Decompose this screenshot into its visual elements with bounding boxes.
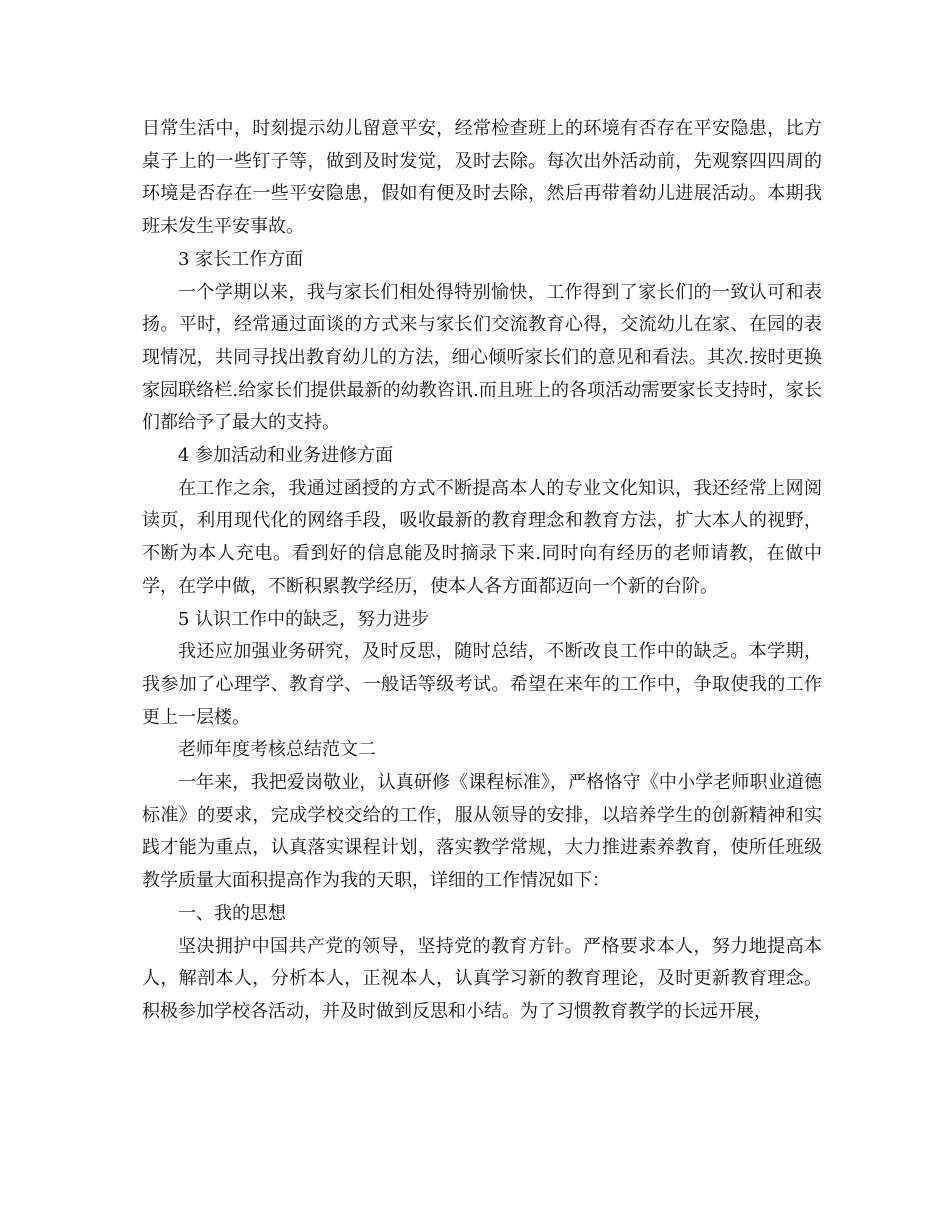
paragraph-sample-two-intro: 一年来，我把爱岗敬业，认真研修《课程标准》，严格恪守《中小学老师职业道德标准》的要求，完成学校交给的工作，服从领导的安排，以培养学生的创新精神和实践才能为重点，认真落实课程计划，落实教学常规，大力推进素养教育，使所任班级教学质量大面积提高作为我的天职，详细的工作情况如下： [142, 772, 822, 892]
paragraph-safety-continued: 日常生活中，时刻提示幼儿留意平安，经常检查班上的环境有否存在平安隐患，比方桌子上的一些钉子等，做到及时发觉，及时去除。每次出外活动前，先观察四四周的环境是否存在一些平安隐患，假如有便及时去除，然后再带着幼儿进展活动。本期我班未发生平安事故。 [142, 118, 822, 238]
paragraph-activities-study: 在工作之余，我通过函授的方式不断提高本人的专业文化知识，我还经常上网阅读页，利用现代化的网络手段，吸收最新的教育理念和教育方法，扩大本人的视野，不断为本人充电。看到好的信息能及时摘录下来.同时向有经历的老师请教，在做中学，在学中做，不断积累教学经历，使本人各方面都迈向一个新的台阶。 [142, 477, 822, 597]
paragraph-shortcomings: 我还应加强业务研究，及时反思，随时总结，不断改良工作中的缺乏。本学期，我参加了心理学、教育学、一般话等级考试。希望在来年的工作中，争取使我的工作更上一层楼。 [142, 641, 822, 728]
paragraph-parent-work: 一个学期以来，我与家长们相处得特别愉快，工作得到了家长们的一致认可和表扬。平时，经常通过面谈的方式来与家长们交流教育心得，交流幼儿在家、在园的表现情况，共同寻找出教育幼儿的方法，细心倾听家长们的意见和看法。其次.按时更换家园联络栏.给家长们提供最新的幼教咨讯.而且班上的各项活动需要家长支持时，家长们都给予了最大的支持。 [142, 281, 822, 434]
heading-activities-study: 4 参加活动和业务进修方面 [178, 445, 394, 467]
heading-my-thoughts: 一、我的思想 [178, 902, 286, 924]
paragraph-my-thoughts: 坚决拥护中国共产党的领导，坚持党的教育方针。严格要求本人，努力地提高本人，解剖本人，分析本人，正视本人，认真学习新的教育理论，及时更新教育理念。积极参加学校各活动，并及时做到反思和小结。为了习惯教育教学的长远开展， [142, 935, 822, 1022]
document-body [142, 113, 822, 1029]
heading-parent-work: 3 家长工作方面 [178, 248, 304, 270]
heading-sample-two: 老师年度考核总结范文二 [178, 739, 376, 761]
heading-shortcomings: 5 认识工作中的缺乏，努力进步 [178, 608, 430, 630]
